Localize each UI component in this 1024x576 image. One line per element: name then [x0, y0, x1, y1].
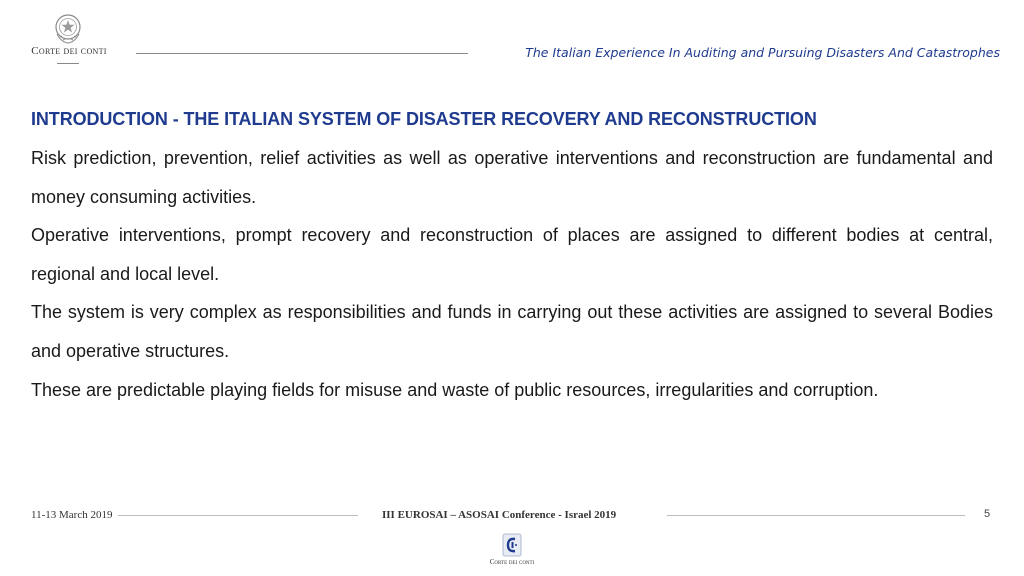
organization-underline [57, 63, 79, 64]
slide-heading: INTRODUCTION - THE ITALIAN SYSTEM OF DISASTER RECOVERY AND RECONSTRUCTION [31, 109, 817, 129]
footer-divider-right [667, 515, 965, 516]
organization-name: Corte dei conti [31, 45, 107, 57]
slide-body [31, 139, 993, 409]
footer-conference: III EUROSAI – ASOSAI Conference - Israel 2019 [382, 509, 617, 521]
header-divider [136, 53, 468, 54]
presentation-title: The Italian Experience In Auditing and Pursuing Disasters And Catastrophes [525, 45, 1000, 60]
body-paragraph: Operative interventions, prompt recovery and reconstruction of places are assigned to different bodies at central, regional and local level. [31, 225, 993, 284]
footer-logo-caption: Corte dei conti [489, 558, 535, 566]
italian-republic-emblem-icon [52, 12, 84, 46]
corte-dei-conti-logo-icon [500, 532, 524, 558]
footer-date: 11-13 March 2019 [31, 509, 113, 521]
page-number: 5 [984, 508, 991, 520]
body-paragraph: The system is very complex as responsibilities and funds in carrying out these activities are assigned to several Bodies and operative structures. [31, 302, 993, 361]
body-paragraph: Risk prediction, prevention, relief activities as well as operative interventions and reconstruction are fundamental and money consuming activities. [31, 148, 993, 207]
footer-divider-left [118, 515, 358, 516]
body-paragraph: These are predictable playing fields for misuse and waste of public resources, irregularities and corruption. [31, 379, 879, 400]
